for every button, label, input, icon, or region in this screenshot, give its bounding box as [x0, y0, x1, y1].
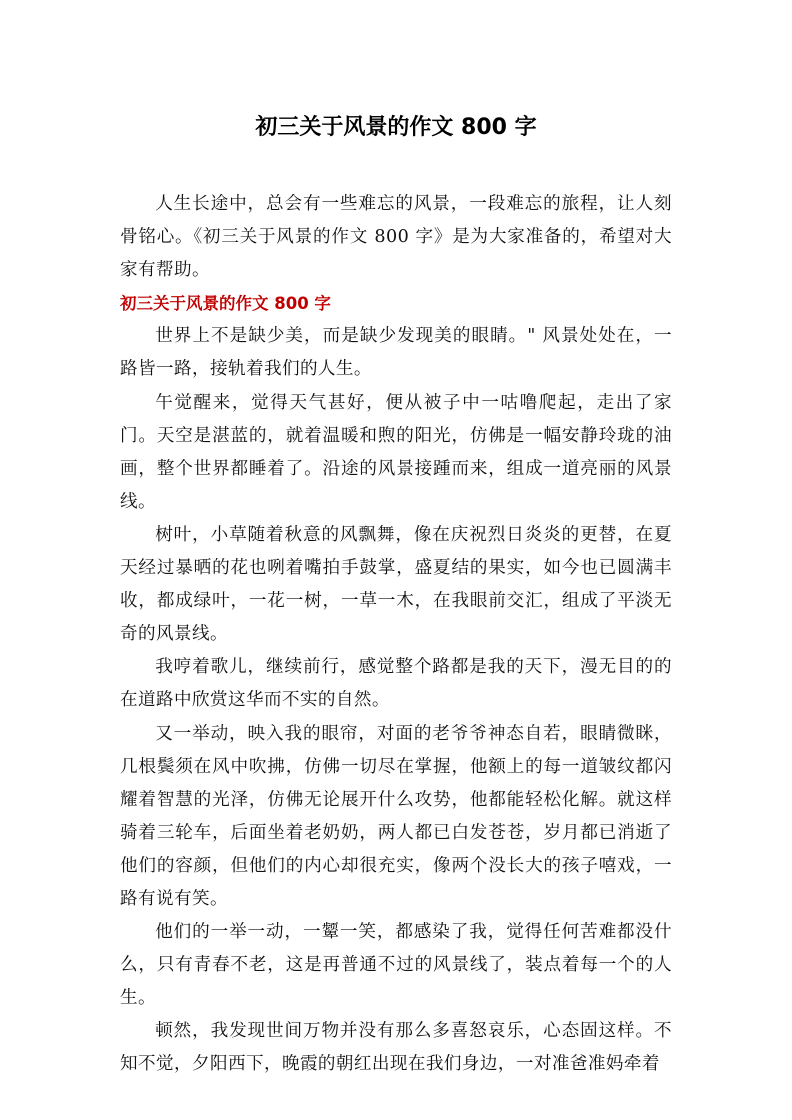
- paragraph: 世界上不是缺少美，而是缺少发现美的眼睛。" 风景处处在，一路皆一路，接轨着我们的人生。: [120, 326, 672, 380]
- intro-paragraph: 人生长途中，总会有一些难忘的风景，一段难忘的旅程，让人刻骨铭心。《初三关于风景的作文 800 字》是为大家准备的，希望对大家有帮助。: [120, 194, 672, 281]
- paragraph: 他们的一举一动，一颦一笑，都感染了我，觉得任何苦难都没什么，只有青春不老，这是再普通不过的风景线了，装点着每一个的人生。: [120, 922, 672, 1009]
- paragraph: 又一举动，映入我的眼帘，对面的老爷爷神态自若，眼睛微眯，几根鬓须在风中吹拂，仿佛一切尽在掌握，他额上的每一道皱纹都闪耀着智慧的光泽，仿佛无论展开什么攻势，他都能轻松化解。就这样骑着三轮车，后面坐着老奶奶，两人都已白发苍苍，岁月都已消逝了他们的容颜，但他们的内心却很充实，像两个没长大的孩子嘻戏，一路有说有笑。: [120, 723, 672, 909]
- paragraph: 树叶，小草随着秋意的风飘舞，像在庆祝烈日炎炎的更替，在夏天经过暴晒的花也咧着嘴拍手鼓掌，盛夏结的果实，如今也已圆满丰收，都成绿叶，一花一树，一草一木，在我眼前交汇，组成了平淡无奇的风景线。: [120, 524, 672, 645]
- section-heading: 初三关于风景的作文 800 字: [120, 294, 331, 314]
- document-title: 初三关于风景的作文 800 字: [255, 115, 537, 140]
- paragraph: 午觉醒来，觉得天气甚好，便从被子中一咕噜爬起，走出了家门。天空是湛蓝的，就着温暖和煦的阳光，仿佛是一幅安静玲珑的油画，整个世界都睡着了。沿途的风景接踵而来，组成一道亮丽的风景线。: [120, 392, 672, 512]
- paragraph: 顿然，我发现世间万物并没有那么多喜怒哀乐，心态固这样。不知不觉，夕阳西下，晚霞的朝红出现在我们身边，一对准爸准妈牵着: [120, 1021, 672, 1075]
- document-body: [120, 188, 672, 1082]
- paragraph: 我哼着歌儿，继续前行，感觉整个路都是我的天下，漫无目的的在道路中欣赏这华而不实的自然。: [120, 657, 672, 711]
